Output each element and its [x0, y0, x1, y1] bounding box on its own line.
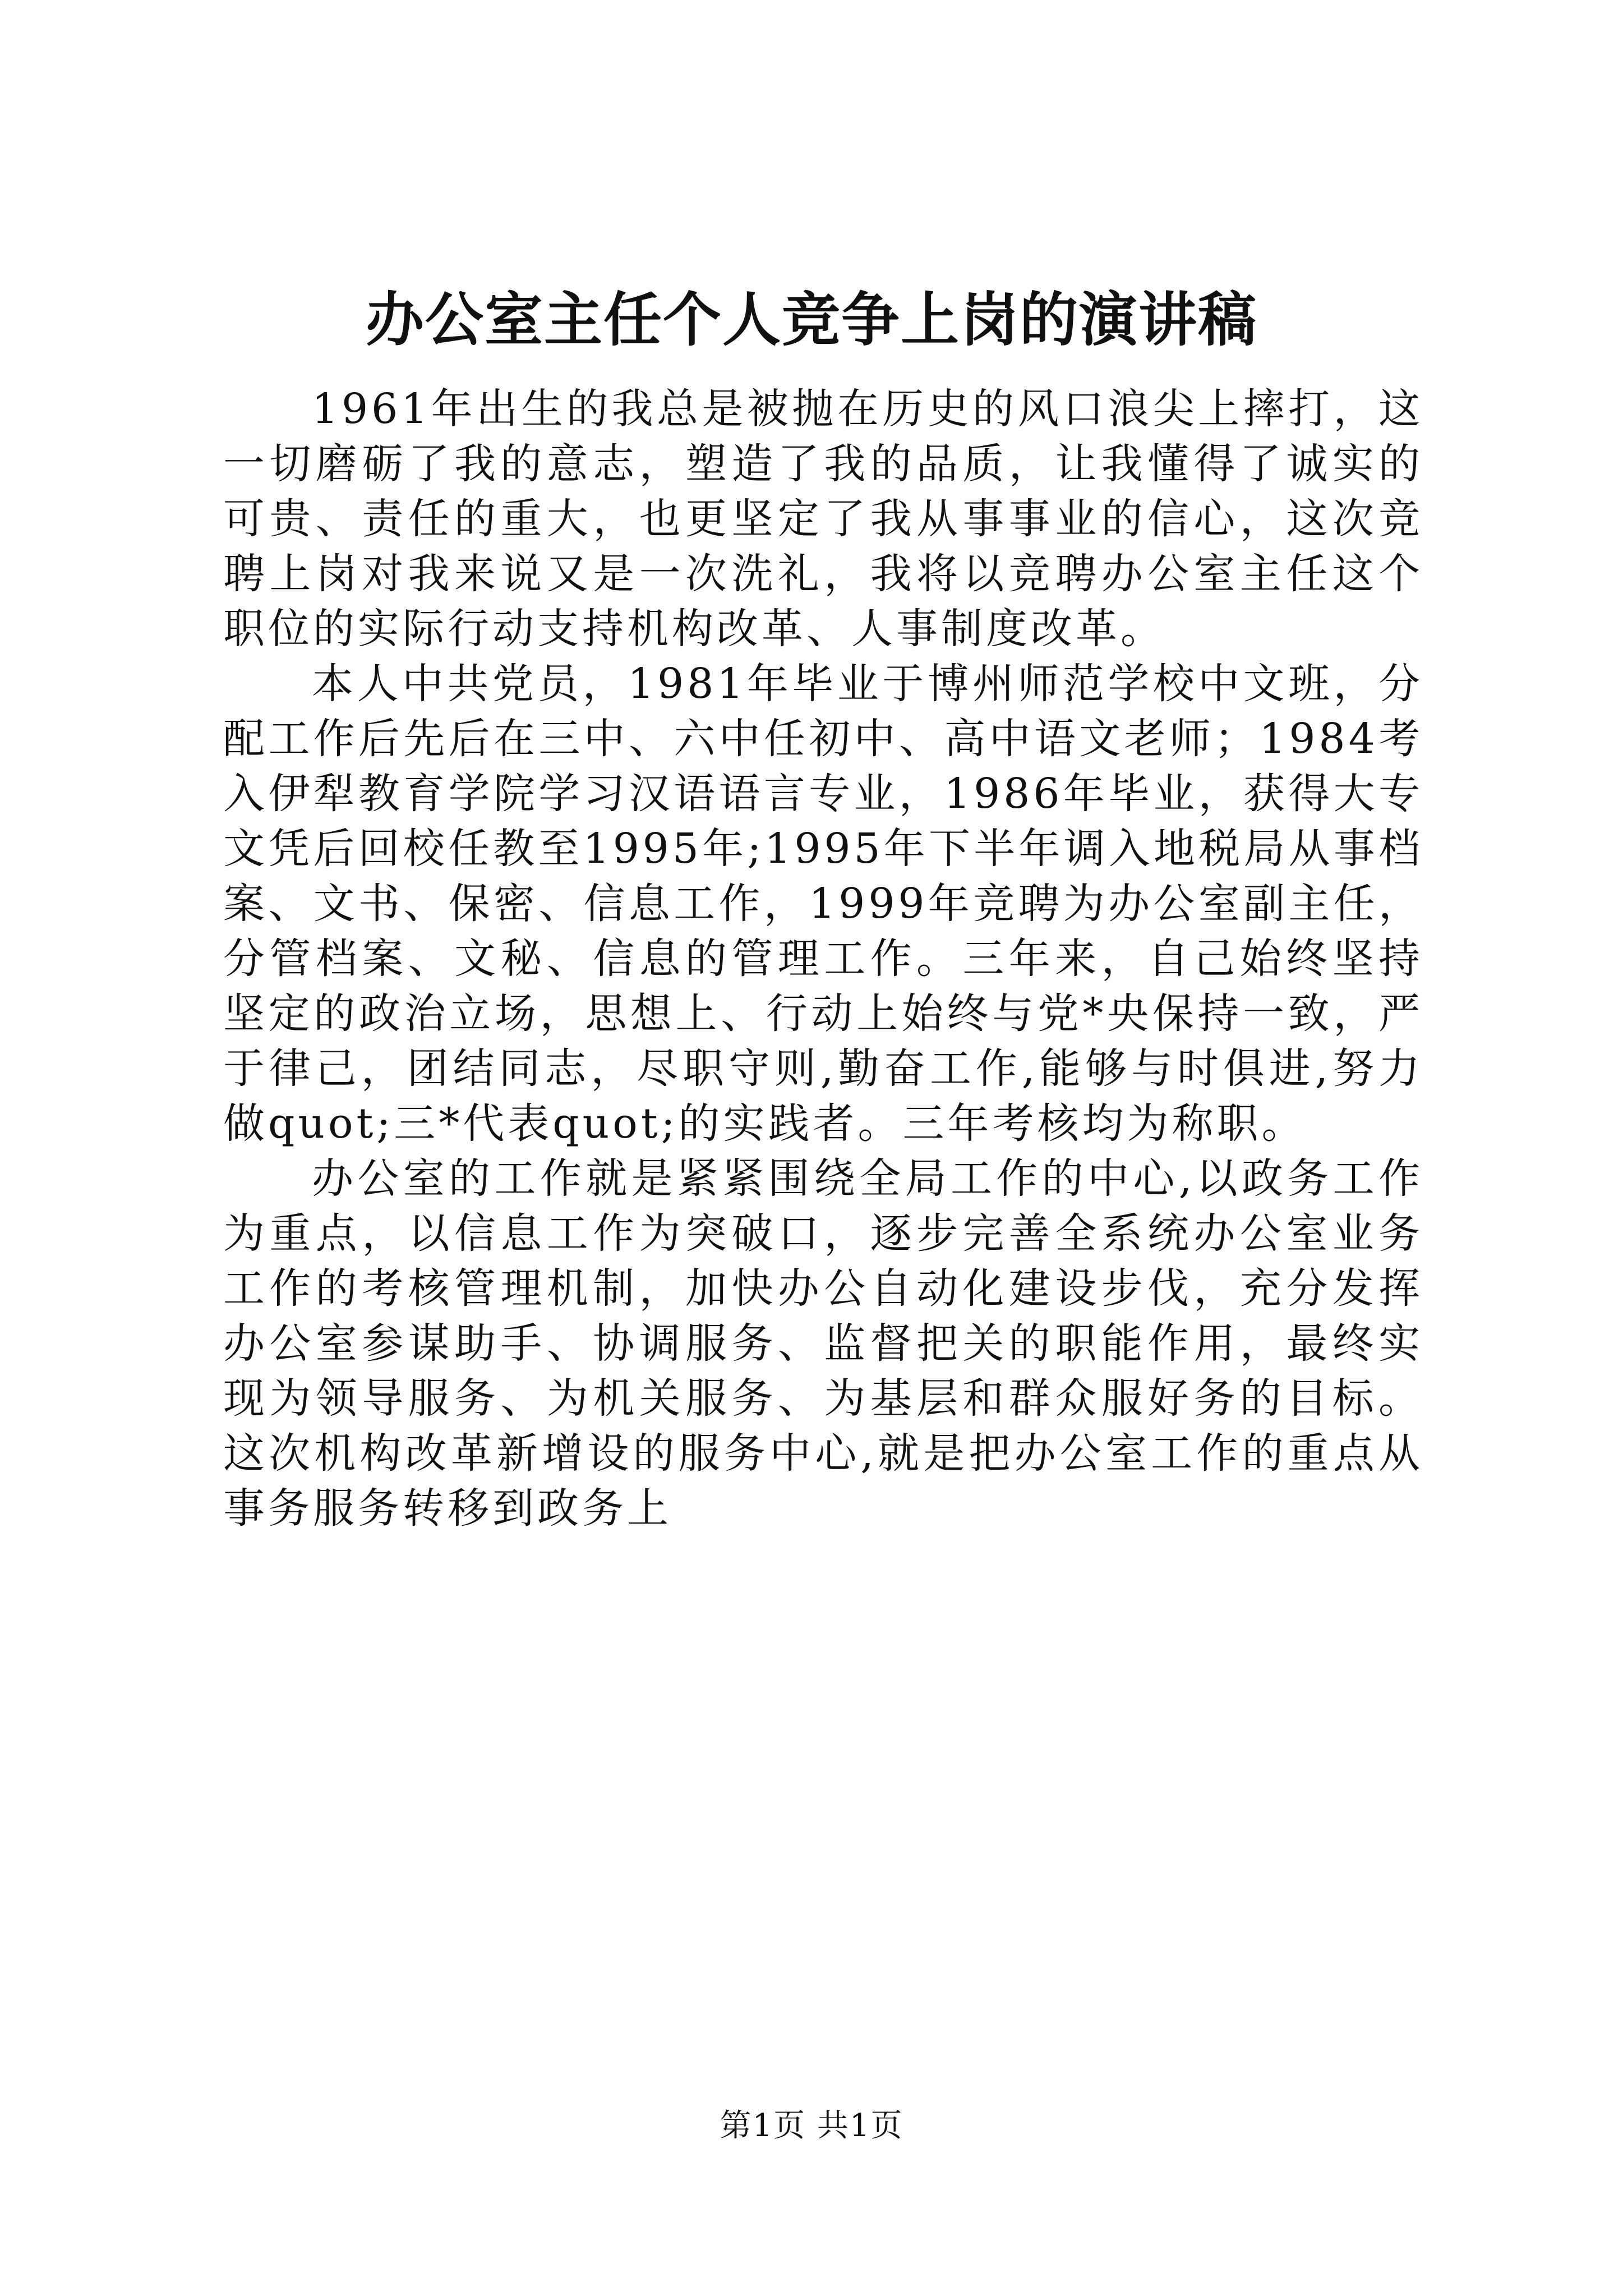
paragraph-1: 1961年出生的我总是被抛在历史的风口浪尖上摔打，这一切磨砺了我的意志，塑造了我的品质，让我懂得了诚实的可贵、责任的重大，也更坚定了我从事事业的信心，这次竞聘上岗对我来说又是一次洗礼，我将以竞聘办公室主任这个职位的实际行动支持机构改革、人事制度改革。: [223, 385, 1423, 653]
paragraph-3: 办公室的工作就是紧紧围绕全局工作的中心,以政务工作为重点，以信息工作为突破口，逐步完善全系统办公室业务工作的考核管理机制，加快办公自动化建设步伐，充分发挥办公室参谋助手、协调服务、监督把关的职能作用，最终实现为领导服务、为机关服务、为基层和群众服好务的目标。这次机构改革新增设的服务中心,就是把办公室工作的重点从事务服务转移到政务上: [223, 1154, 1423, 1533]
paragraph-2: 本人中共党员，1981年毕业于博州师范学校中文班，分配工作后先后在三中、六中任初中、高中语文老师；1984考入伊犁教育学院学习汉语语言专业，1986年毕业，获得大专文凭后回校任教至1995年;1995年下半年调入地税局从事档案、文书、保密、信息工作，1999年竞聘为办公室副主任，分管档案、文秘、信息的管理工作。三年来，自己始终坚持坚定的政治立场，思想上、行动上始终与党*央保持一致，严于律己，团结同志，尽职守则,勤奋工作,能够与时俱进,努力做quot;三*代表quot;的实践者。三年考核均为称职。: [223, 660, 1423, 1148]
document-title: 办公室主任个人竞争上岗的演讲稿: [365, 285, 1257, 354]
page-number-footer: 第1页 共1页: [720, 2108, 903, 2144]
document-body: [223, 381, 1423, 1536]
